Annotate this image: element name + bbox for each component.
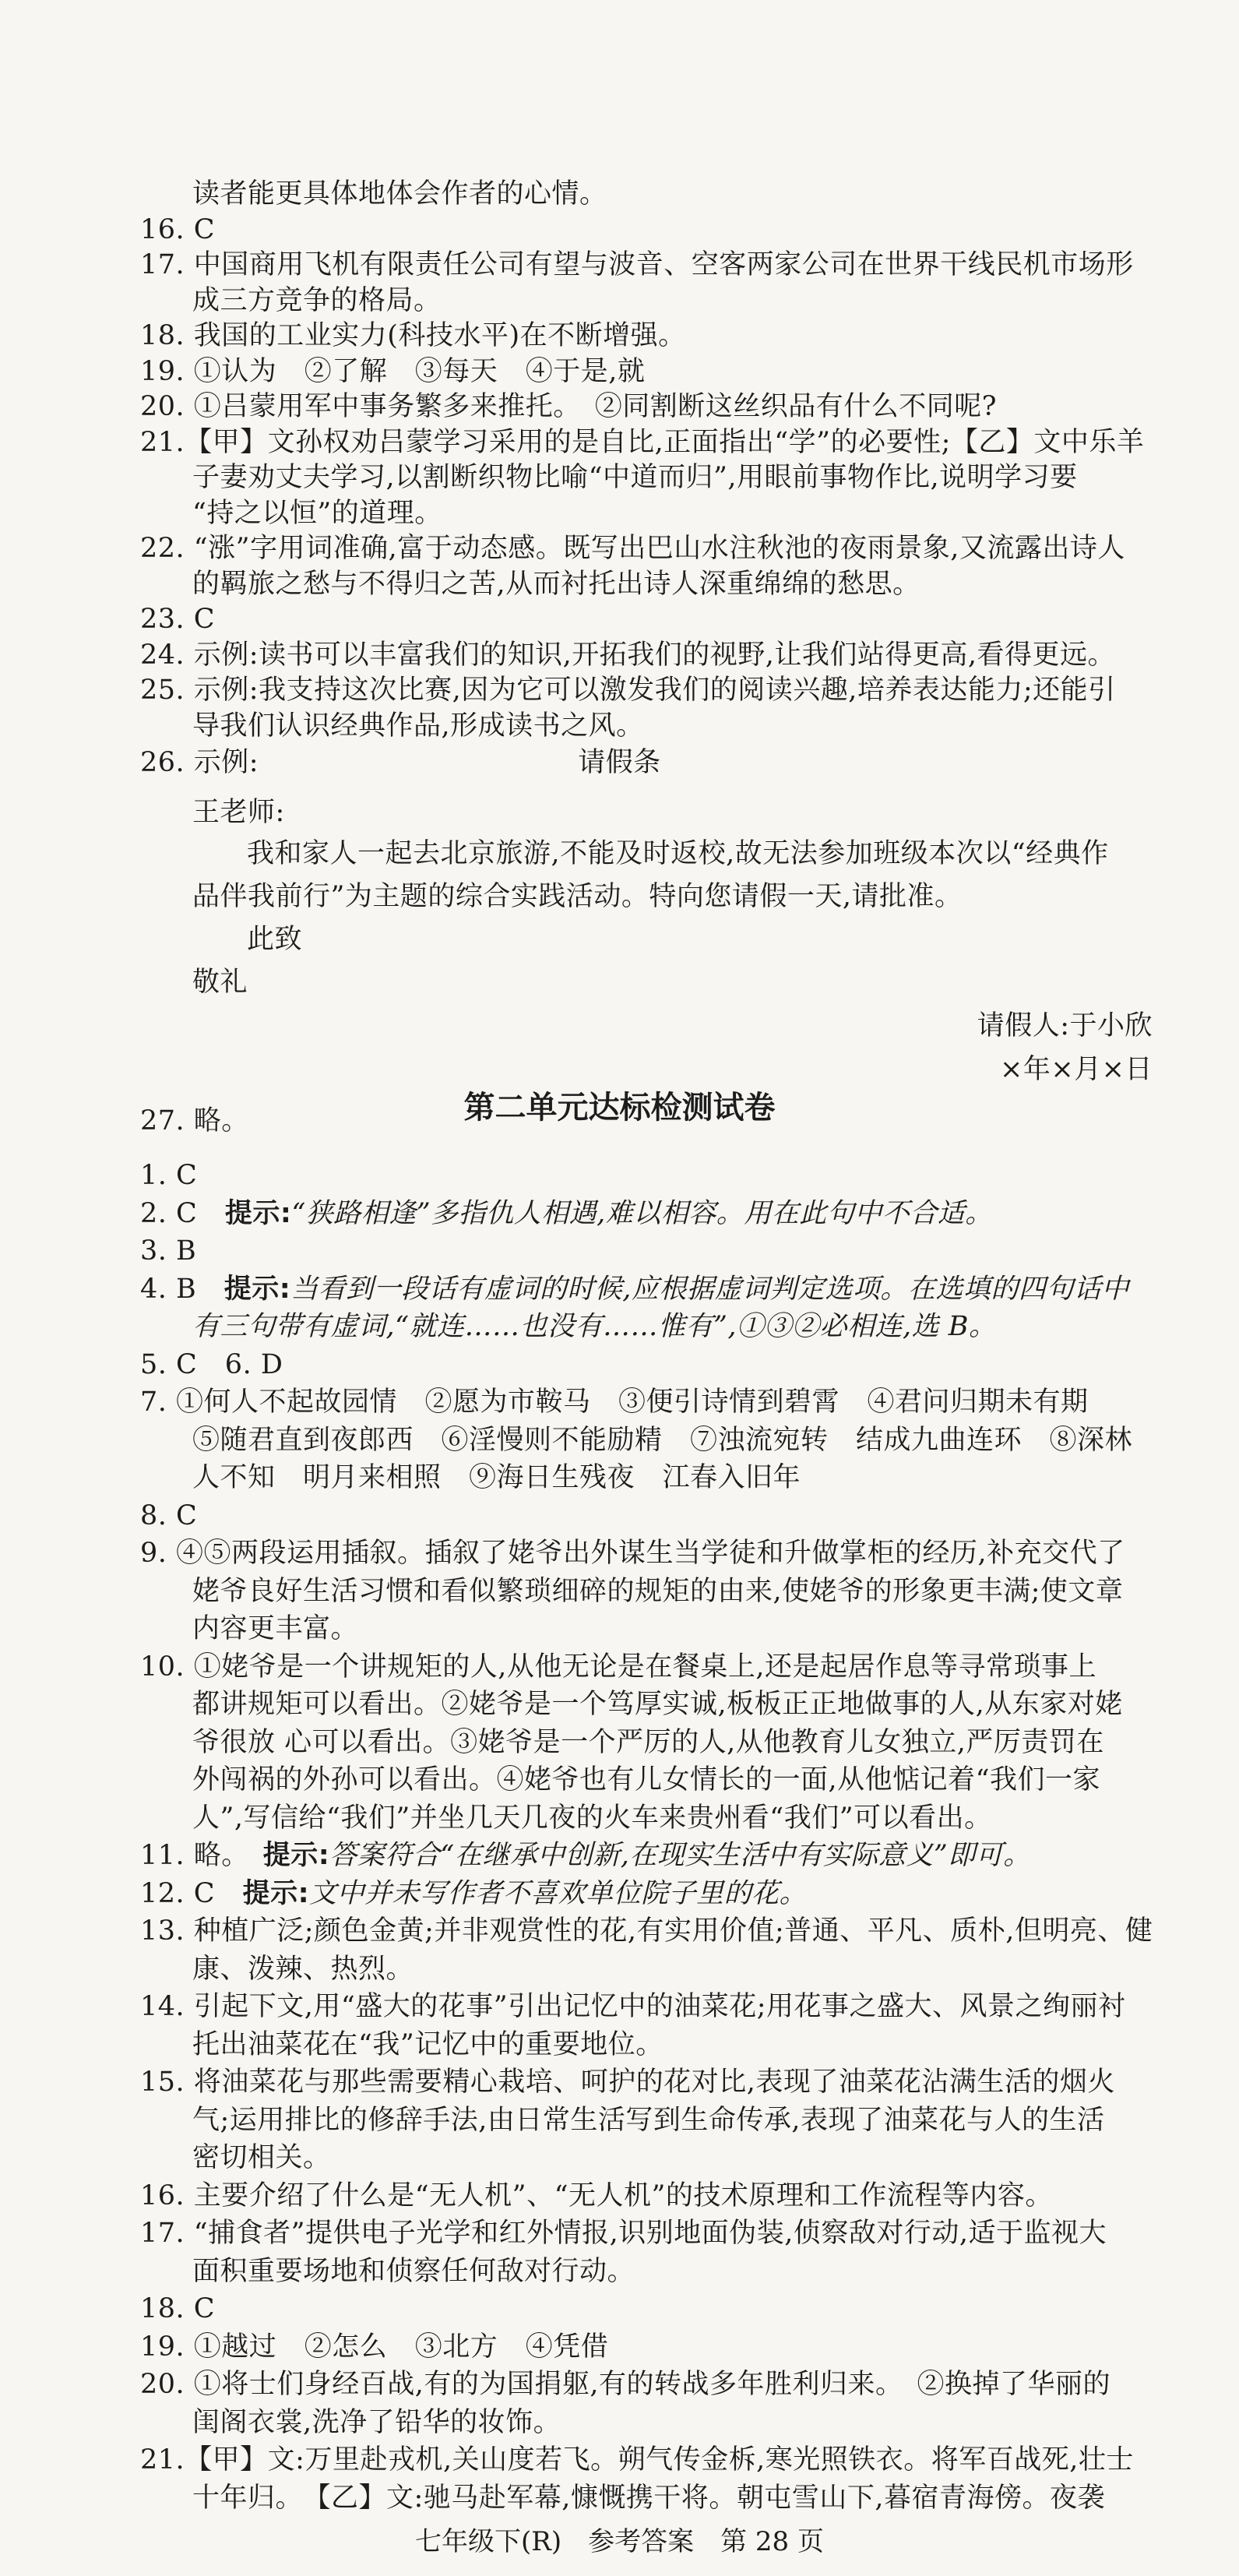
answer-line (140, 1499, 197, 1532)
answer-text: 9. ④⑤两段运用插叙。插叙了姥爷出外谋生当学徒和升做掌柜的经历,补充交代了 (140, 1538, 1125, 1569)
hint-text: 文中并未写作者不喜欢单位院子里的花。 (309, 1877, 808, 1909)
answer-line (140, 1273, 1129, 1306)
answer-text: 面积重要场地和侦察任何敌对行动。 (192, 2255, 635, 2287)
section-title: 第二单元达标检测试卷 (463, 1090, 776, 1126)
hint-text: “狭路相逢”多指仇人相遇,难以相容。用在此句中不合适。 (291, 1197, 993, 1229)
hint-label: 提示: (224, 1197, 292, 1229)
answer-line (192, 1424, 1132, 1457)
answer-text: 密切相关。 (192, 2142, 331, 2173)
letter-signer: 请假人:于小欣 (977, 1010, 1153, 1041)
answer-text: 3. B (140, 1235, 197, 1267)
answer-line (192, 1612, 358, 1645)
answer-line (140, 2066, 1115, 2099)
answer-text: 人不知 明月来相照 ⑨海日生残夜 江春入旧年 (192, 1462, 801, 1493)
answer-line (192, 1764, 1100, 1796)
answer-line: 成三方竞争的格局。 (192, 284, 442, 316)
answer-text: 12. C (140, 1877, 243, 1909)
answer-line: “持之以恒”的道理。 (192, 497, 442, 529)
letter-body-line: 品伴我前行”为主题的综合实践活动。特向您请假一天,请批准。 (192, 881, 963, 912)
answer-line: 23. C (140, 604, 216, 635)
answer-line: 子妻劝丈夫学习,以割断织物比喻“中道而归”,用眼前事物作比,说明学习要 (192, 462, 1078, 493)
hint-label: 提示: (224, 1273, 291, 1305)
answer-text: 有三句带有虚词,“就连……也没有……惟有”,①③②必相连,选 B。 (192, 1311, 997, 1342)
answer-line (140, 1386, 1089, 1418)
answer-text: 11. 略。 (140, 1840, 263, 1871)
answer-text: 内容更丰富。 (192, 1613, 359, 1644)
answer-text: 21.【甲】文:万里赴戎机,关山度若飞。朔气传金柝,寒光照铁衣。将军百战死,壮士 (140, 2444, 1134, 2476)
answer-text: 1. C (140, 1160, 198, 1191)
answer-line (140, 2292, 215, 2325)
answer-line (192, 1575, 1123, 1608)
answer-text: 托出油菜花在“我”记忆中的重要地位。 (192, 2028, 663, 2060)
hint-text: 当看到一段话有虚词的时候,应根据虚词判定选项。在选填的四句话中 (290, 1273, 1129, 1305)
answer-line (140, 2368, 1111, 2401)
answer-text: 气;运用排比的修辞手法,由日常生活写到生命传承,表现了油菜花与人的生活 (192, 2104, 1105, 2136)
answer-line: 的羁旅之愁与不得归之苦,从而衬托出诗人深重绵绵的愁思。 (192, 568, 920, 600)
letter-date: ×年×月×日 (1000, 1054, 1153, 1085)
answer-text: 5. C 6. D (140, 1348, 283, 1380)
answer-text: 康、泼辣、热烈。 (192, 1953, 414, 1985)
answer-line (140, 1537, 1125, 1570)
letter-heading: 请假条 (578, 747, 661, 778)
answer-line: 16. C (140, 213, 216, 245)
answer-line: 24. 示例:读书可以丰富我们的知识,开拓我们的视野,让我们站得更高,看得更远。 (140, 639, 1115, 671)
answer-line (192, 1688, 1123, 1721)
answer-text: 人”,写信给“我们”并坐几天几夜的火车来贵州看“我们”可以看出。 (192, 1802, 992, 1834)
answer-line (192, 2141, 331, 2174)
answer-text: 17. “捕食者”提供电子光学和红外情报,识别地面伪装,侦察敌对行动,适于监视大 (140, 2218, 1107, 2249)
answer-line (140, 1990, 1126, 2023)
letter-label: 26. 示例: (140, 747, 259, 778)
answer-line (192, 1953, 414, 1986)
answer-line: 19. ①认为 ②了解 ③每天 ④于是,就 (140, 355, 646, 387)
answer-line: 17. 中国商用飞机有限责任公司有望与波音、空客两家公司在世界干线民机市场形 (140, 249, 1134, 280)
answer-line (192, 1802, 992, 1834)
answer-line (140, 1877, 807, 1910)
item-27: 27. 略。 (140, 1105, 249, 1136)
letter-closing: 此致 (247, 924, 303, 955)
answer-line (140, 1197, 993, 1230)
answer-line (140, 1235, 196, 1267)
answer-text: 爷很放 心可以看出。③姥爷是一个严厉的人,从他教育儿女独立,严厉责罚在 (192, 1726, 1104, 1758)
answer-line: 22. “涨”字用词准确,富于动态感。既写出巴山水注秋池的夜雨景象,又流露出诗人 (140, 533, 1125, 564)
answer-line (192, 2104, 1105, 2137)
answer-line (192, 1461, 801, 1494)
hint-label: 提示: (242, 1877, 310, 1909)
answer-line (192, 1310, 997, 1343)
hint-text: 答案符合“在继承中创新,在现实生活中有实际意义”即可。 (329, 1840, 1031, 1871)
answer-text: 15. 将油菜花与那些需要精心栽培、呵护的花对比,表现了油菜花沾满生活的烟火 (140, 2067, 1115, 2098)
answer-line (140, 1348, 283, 1381)
hint-label: 提示: (262, 1840, 330, 1871)
answer-line: 25. 示例:我支持这次比赛,因为它可以激发我们的阅读兴趣,培养表达能力;还能引 (140, 675, 1116, 706)
answer-line: 导我们认识经典作品,形成读书之风。 (192, 710, 644, 742)
letter-salutation: 王老师: (192, 797, 285, 828)
answer-text: 18. C (140, 2293, 216, 2324)
answer-line (140, 2331, 608, 2363)
answer-line: 读者能更具体地体会作者的心情。 (192, 178, 607, 210)
letter-body-line: 我和家人一起去北京旅游,不能及时返校,故无法参加班级本次以“经典作 (247, 838, 1109, 869)
answer-text: 8. C (140, 1499, 198, 1531)
answer-line (192, 2482, 1105, 2514)
answer-line: 20. ①吕蒙用军中事务繁多来推托。 ②同割断这丝织品有什么不同呢? (140, 391, 998, 422)
answer-line (140, 1159, 197, 1192)
answer-line (140, 2444, 1134, 2476)
answer-text: 都讲规矩可以看出。②姥爷是一个笃厚实诚,板板正正地做事的人,从东家对姥 (192, 1689, 1123, 1720)
answer-line (192, 2406, 561, 2439)
letter-closing: 敬礼 (192, 967, 248, 998)
answer-line: 18. 我国的工业实力(科技水平)在不断增强。 (140, 320, 686, 351)
answer-text: 13. 种植广泛;颜色金黄;并非观赏性的花,有实用价值;普通、平凡、质朴,但明亮、健 (140, 1915, 1153, 1947)
page-footer: 七年级下(R) 参考答案 第 28 页 (414, 2526, 824, 2557)
answer-text: 2. C (140, 1197, 225, 1229)
answer-line (140, 2180, 1053, 2212)
answer-text: 14. 引起下文,用“盛大的花事”引出记忆中的油菜花;用花事之盛大、风景之绚丽衬 (140, 1991, 1126, 2022)
answer-text: 16. 主要介绍了什么是“无人机”、“无人机”的技术原理和工作流程等内容。 (140, 2180, 1053, 2211)
answer-line (192, 2255, 635, 2288)
answer-text: 7. ①何人不起故园情 ②愿为市鞍马 ③便引诗情到碧霄 ④君问归期未有期 (140, 1387, 1089, 1418)
answer-text: ⑤随君直到夜郎西 ⑥淫慢则不能励精 ⑦浊流宛转 结成九曲连环 ⑧深林 (192, 1424, 1133, 1456)
answer-line (192, 2028, 663, 2061)
answer-line (140, 1915, 1153, 1947)
answer-line (140, 1839, 1031, 1872)
answer-text: 19. ①越过 ②怎么 ③北方 ④凭借 (140, 2331, 609, 2363)
answer-text: 10. ①姥爷是一个讲规矩的人,从他无论是在餐桌上,还是起居作息等寻常琐事上 (140, 1651, 1097, 1683)
answer-line (192, 1726, 1104, 1759)
answer-text: 外闯祸的外孙可以看出。④姥爷也有儿女情长的一面,从他惦记着“我们一家 (192, 1764, 1101, 1795)
answer-text: 4. B (140, 1273, 224, 1305)
answer-text: 十年归。 【乙】文:驰马赴军幕,慷慨携干将。朝屯雪山下,暮宿青海傍。夜袭 (192, 2482, 1106, 2514)
answer-line (140, 1651, 1096, 1683)
answer-text: 姥爷良好生活习惯和看似繁琐细碎的规矩的由来,使姥爷的形象更丰满;使文章 (192, 1575, 1124, 1607)
answer-line: 21.【甲】文孙权劝吕蒙学习采用的是自比,正面指出“学”的必要性;【乙】文中乐羊 (140, 426, 1145, 458)
answer-text: 闺阁衣裳,洗净了铅华的妆饰。 (192, 2406, 561, 2438)
answer-text: 20. ①将士们身经百战,有的为国捐躯,有的转战多年胜利归来。 ②换掉了华丽的 (140, 2369, 1111, 2400)
answer-line (140, 2217, 1107, 2250)
